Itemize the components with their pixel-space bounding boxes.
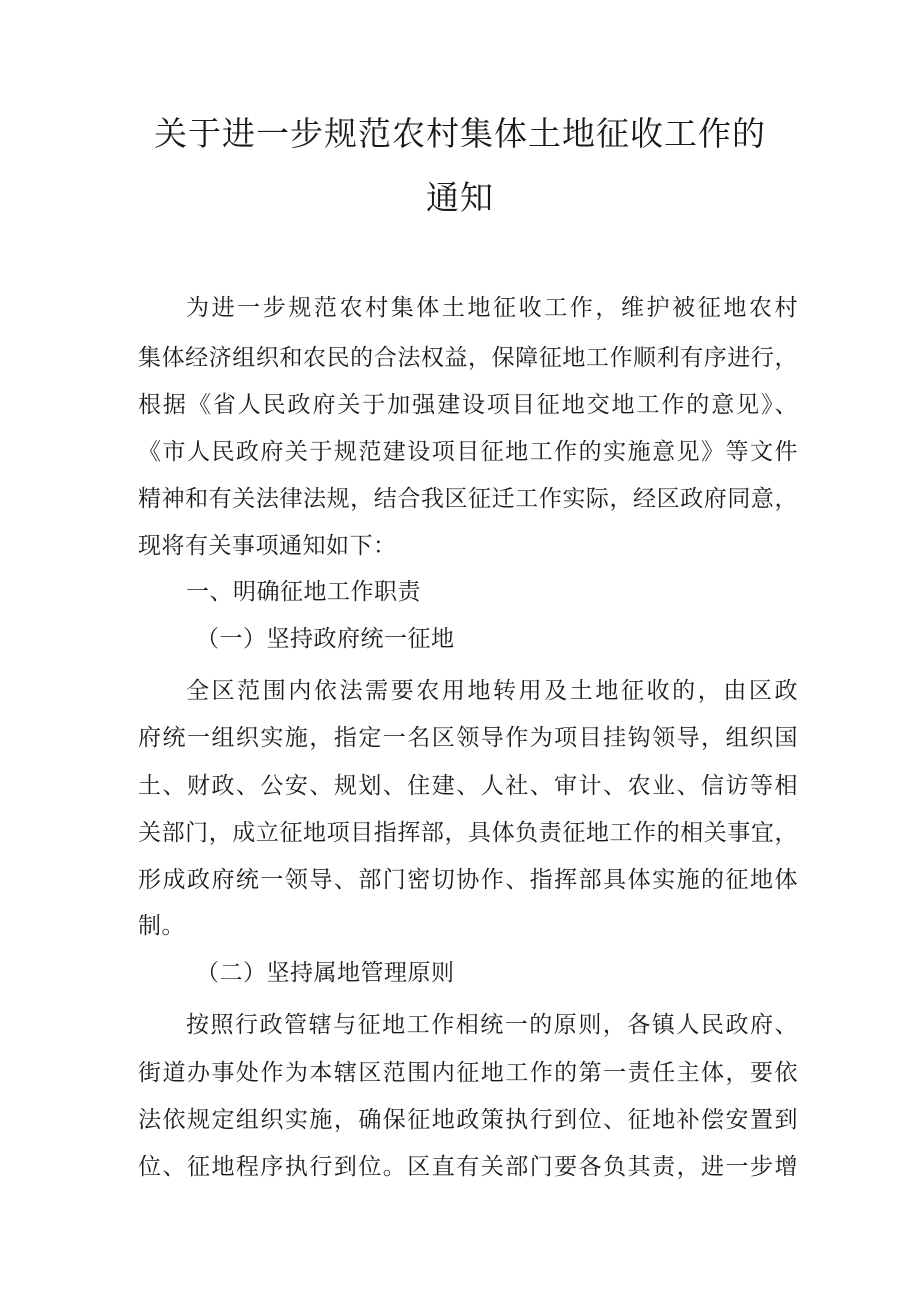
paragraph-line: 府统一组织实施，指定一名区领导作为项目挂钩领导，组织国 (138, 725, 798, 751)
section-heading: 一、明确征地工作职责 (186, 579, 421, 605)
document-title-line-1: 关于进一步规范农村集体土地征收工作的 (154, 114, 766, 153)
paragraph-line: 按照行政管辖与征地工作相统一的原则，各镇人民政府、 (186, 1012, 798, 1038)
paragraph-line: 精神和有关法律法规，结合我区征迁工作实际，经区政府同意， (138, 486, 798, 512)
paragraph-line: 形成政府统一领导、部门密切协作、指挥部具体实施的征地体 (138, 867, 798, 893)
paragraph-line: 为进一步规范农村集体土地征收工作，维护被征地农村 (186, 295, 798, 321)
paragraph-line: 关部门，成立征地项目指挥部，具体负责征地工作的相关事宜， (138, 820, 798, 846)
subsection-heading: （二）坚持属地管理原则 (196, 960, 455, 986)
paragraph-line: 法依规定组织实施，确保征地政策执行到位、征地补偿安置到 (138, 1107, 798, 1133)
paragraph-line: 全区范围内依法需要农用地转用及土地征收的，由区政 (186, 678, 798, 704)
paragraph-line: 位、征地程序执行到位。区直有关部门要各负其责，进一步增 (138, 1154, 798, 1180)
subsection-heading: （一）坚持政府统一征地 (196, 626, 455, 652)
paragraph-line: 街道办事处作为本辖区范围内征地工作的第一责任主体，要依 (138, 1060, 798, 1086)
paragraph-line: 制。 (138, 913, 185, 939)
paragraph-line: 集体经济组织和农民的合法权益，保障征地工作顺利有序进行， (138, 345, 798, 371)
paragraph-line: 根据《省人民政府关于加强建设项目征地交地工作的意见》、 (138, 392, 798, 418)
paragraph-line: 《市人民政府关于规范建设项目征地工作的实施意见》等文件 (138, 439, 798, 465)
document-title-line-2: 通知 (426, 178, 494, 217)
paragraph-line: 土、财政、公安、规划、住建、人社、审计、农业、信访等相 (138, 773, 798, 799)
paragraph-line: 现将有关事项通知如下： (138, 533, 397, 559)
